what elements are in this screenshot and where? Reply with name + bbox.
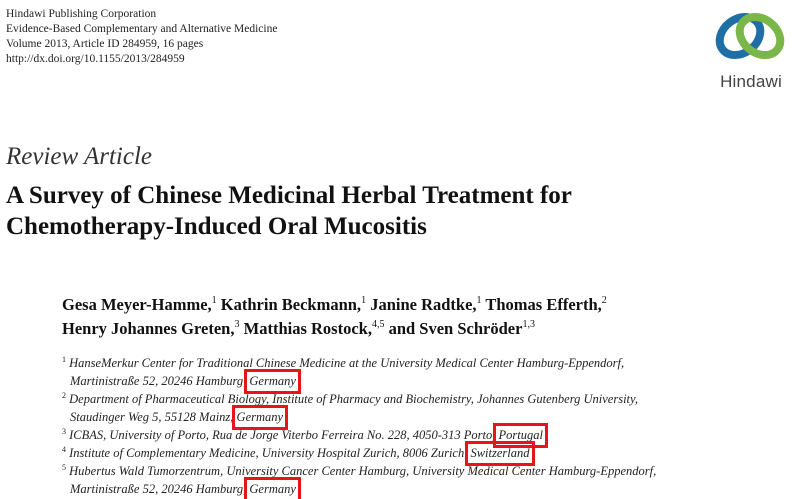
affiliation-1-cont xyxy=(62,372,656,390)
affiliation-number: 4 xyxy=(62,445,66,454)
hindawi-logo-text: Hindawi xyxy=(720,72,782,91)
author-affil-ref: 3 xyxy=(234,319,240,330)
author-name: Matthias Rostock, xyxy=(243,319,372,338)
author-affil-ref: 1 xyxy=(361,295,367,306)
affiliation-text: ICBAS, University of Porto, Rua de Jorge Viterbo Ferreira No. 228, 4050-313 Porto, xyxy=(69,428,499,442)
article-title xyxy=(6,180,786,242)
author-affil-ref: 1 xyxy=(211,295,217,306)
author-affil-ref: 1,3 xyxy=(522,319,535,330)
author-name: Thomas Efferth, xyxy=(485,295,602,314)
affiliation-2-cont xyxy=(62,408,656,426)
affiliation-text: HanseMerkur Center for Traditional Chinese Medicine at the University Medical Center Hamburg-Eppendorf, xyxy=(69,356,625,370)
affiliation-list xyxy=(62,354,656,498)
affiliation-address: Martinistraße 52, 20246 Hamburg, xyxy=(70,374,250,388)
hindawi-logo-icon xyxy=(708,6,794,72)
publisher-info xyxy=(6,7,277,67)
affiliation-5-cont xyxy=(62,480,656,498)
country-highlight: Germany xyxy=(249,374,296,388)
author-name: Janine Radtke, xyxy=(370,295,477,314)
author-line-1 xyxy=(62,293,607,317)
publisher-name: Hindawi Publishing Corporation xyxy=(6,8,157,20)
author-affil-ref: 2 xyxy=(601,295,607,306)
doi-link[interactable]: http://dx.doi.org/10.1155/2013/284959 xyxy=(6,53,185,65)
author-name: Gesa Meyer-Hamme, xyxy=(62,295,212,314)
author-affil-ref: 1 xyxy=(476,295,482,306)
affiliation-number: 5 xyxy=(62,463,66,472)
country-highlight: Portugal xyxy=(498,428,543,442)
affiliation-text: Department of Pharmaceutical Biology, Institute of Pharmacy and Biochemistry, Johannes Gutenberg University, xyxy=(69,392,639,406)
journal-name: Evidence-Based Complementary and Alternative Medicine xyxy=(6,23,278,35)
author-affil-ref: 4,5 xyxy=(371,319,385,330)
affiliation-text: Institute of Complementary Medicine, University Hospital Zurich, 8006 Zurich, xyxy=(69,446,471,460)
affiliation-number: 3 xyxy=(62,427,66,436)
article-type: Review Article xyxy=(6,143,153,170)
affiliation-address: Martinistraße 52, 20246 Hamburg, xyxy=(70,482,250,496)
affiliation-1 xyxy=(62,354,656,372)
author-name: and Sven Schröder xyxy=(388,319,523,338)
affiliation-2 xyxy=(62,390,656,408)
affiliation-number: 2 xyxy=(62,391,66,400)
country-highlight: Germany xyxy=(249,482,296,496)
hindawi-logo xyxy=(708,6,794,98)
title-line-2: Chemotherapy-Induced Oral Mucositis xyxy=(6,213,427,240)
author-name: Henry Johannes Greten, xyxy=(62,319,235,338)
affiliation-3 xyxy=(62,426,656,444)
affiliation-text: Hubertus Wald Tumorzentrum, University Cancer Center Hamburg, University Medical Center Hamburg-Eppendorf, xyxy=(69,464,657,478)
author-list xyxy=(62,293,607,341)
author-line-2 xyxy=(62,317,607,341)
affiliation-5 xyxy=(62,462,656,480)
country-highlight: Switzerland xyxy=(470,446,530,460)
author-name: Kathrin Beckmann, xyxy=(220,295,362,314)
affiliation-address: Staudinger Weg 5, 55128 Mainz, xyxy=(70,410,237,424)
title-line-1: A Survey of Chinese Medicinal Herbal Treatment for xyxy=(6,182,572,209)
affiliation-4 xyxy=(62,444,656,462)
country-highlight: Germany xyxy=(236,410,284,424)
volume-info: Volume 2013, Article ID 284959, 16 pages xyxy=(6,38,204,50)
affiliation-number: 1 xyxy=(62,355,66,364)
